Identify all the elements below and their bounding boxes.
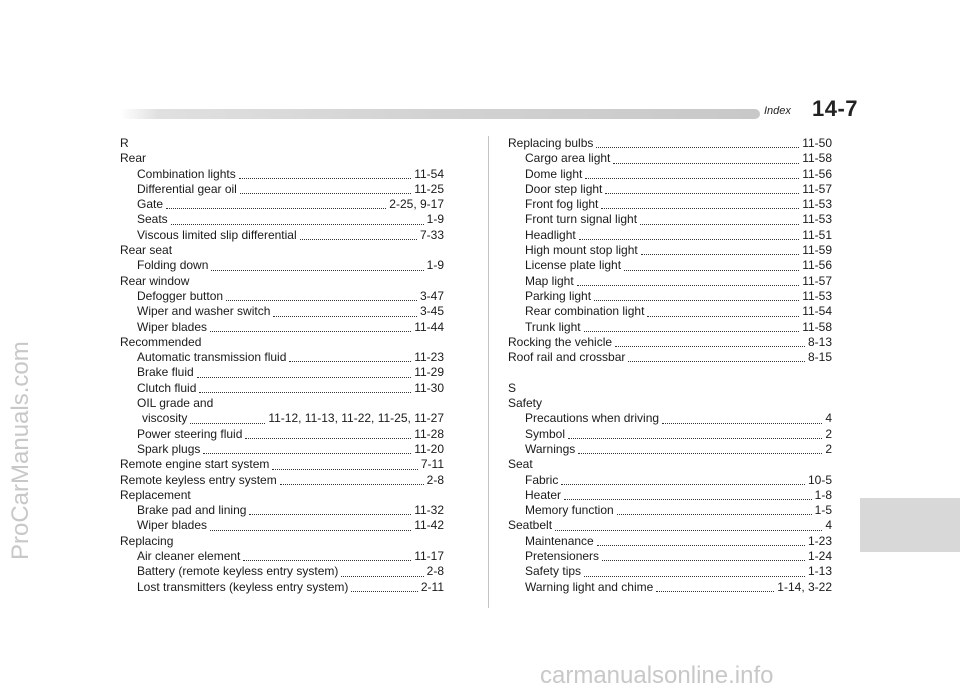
dot-leader: [272, 469, 417, 470]
index-entry-term: Seats: [137, 212, 168, 227]
index-entry-page-ref: 1-23: [807, 533, 832, 548]
index-entry: [508, 136, 832, 151]
index-entry-term: Power steering fluid: [137, 426, 243, 441]
index-entry: [508, 151, 832, 166]
dot-leader: [280, 484, 424, 485]
index-entry: [508, 304, 832, 319]
index-entry-page-ref: 2: [825, 441, 832, 456]
dot-leader: [602, 560, 805, 561]
dot-leader: [613, 163, 799, 164]
index-entry-term: Replacing bulbs: [508, 136, 594, 150]
index-entry-page-ref: 11-56: [802, 166, 832, 181]
index-entry: [120, 335, 444, 350]
index-entry: [120, 167, 444, 182]
index-entry-term: viscosity: [142, 411, 188, 426]
dot-leader: [579, 239, 799, 240]
index-entry: [120, 518, 444, 533]
index-entry-term: Combination lights: [137, 166, 236, 181]
index-entry-term: High mount stop light: [525, 243, 638, 258]
index-entry-term: Front turn signal light: [525, 212, 638, 227]
index-entry-page-ref: 3-47: [419, 288, 444, 303]
index-entry-page-ref: 11-25: [414, 181, 444, 196]
index-entry: [508, 549, 832, 564]
index-entry-page-ref: 11-42: [414, 518, 444, 533]
index-entry: [508, 228, 832, 243]
index-entry: [508, 503, 832, 518]
dot-leader: [300, 239, 417, 240]
dot-leader: [239, 178, 411, 179]
index-entry-page-ref: 2-8: [426, 564, 444, 579]
index-entry-page-ref: 2-25, 9-17: [389, 197, 444, 212]
index-entry-page-ref: 11-53: [802, 212, 832, 227]
dot-leader: [641, 254, 799, 255]
index-entry-page-ref: 11-51: [802, 227, 832, 242]
index-entry-term: Spark plugs: [137, 441, 201, 456]
index-entry: [508, 411, 832, 426]
dot-leader: [166, 208, 386, 209]
index-entry-page-ref: 10-5: [807, 472, 832, 487]
index-entry-page-ref: 8-13: [807, 334, 832, 349]
index-entry: [120, 549, 444, 564]
index-entry: [120, 427, 444, 442]
index-entry-page-ref: 11-28: [414, 426, 444, 441]
dot-leader: [341, 576, 423, 577]
index-entry-term: Rear: [120, 151, 147, 166]
index-entry-term: Safety: [508, 396, 543, 411]
header-section-title: Index: [764, 105, 791, 117]
index-entry-page-ref: 11-17: [414, 549, 444, 564]
index-entry-term: Rocking the vehicle: [508, 334, 613, 349]
index-entry-term: Rear seat: [120, 243, 173, 258]
index-entry: [508, 335, 832, 350]
index-entry: [120, 580, 444, 595]
index-entry: [120, 442, 444, 457]
index-entry-page-ref: 1-9: [426, 212, 444, 227]
index-entry: [508, 518, 832, 533]
index-entry-page-ref: 1-8: [814, 487, 832, 502]
index-entry-term: Door step light: [525, 181, 603, 196]
index-entry-page-ref: 11-57: [802, 273, 832, 288]
index-entry: [120, 457, 444, 472]
index-entry-term: Seat: [508, 457, 533, 472]
index-entry-page-ref: 1-13: [807, 564, 832, 579]
index-entry-term: Viscous limited slip differential: [137, 227, 297, 242]
index-entry: [508, 320, 832, 335]
dot-leader: [647, 316, 799, 317]
index-entry: [508, 457, 832, 472]
dot-leader: [584, 576, 805, 577]
index-entry-term: Lost transmitters (keyless entry system): [137, 579, 349, 594]
index-entry-term: Wiper blades: [137, 319, 208, 334]
index-entry-term: Precautions when driving: [525, 411, 660, 426]
dot-leader: [197, 377, 411, 378]
index-entry-term: Memory function: [525, 503, 614, 518]
index-entry-term: Automatic transmission fluid: [137, 350, 287, 365]
index-column-left: [120, 136, 444, 595]
dot-leader: [605, 193, 799, 194]
index-entry: [120, 228, 444, 243]
header-page-number: 14-7: [812, 96, 859, 121]
chapter-tab-marker: [860, 498, 960, 552]
dot-leader: [243, 560, 411, 561]
index-entry-page-ref: 11-53: [802, 288, 832, 303]
index-entry-page-ref: 1-24: [807, 549, 832, 564]
dot-leader: [601, 208, 799, 209]
dot-leader: [273, 316, 417, 317]
index-entry-term: Replacing: [120, 533, 174, 548]
index-entry: [120, 564, 444, 579]
index-entry-term: Dome light: [525, 166, 583, 181]
index-entry: [120, 274, 444, 289]
index-entry: [508, 182, 832, 197]
dot-leader: [594, 300, 799, 301]
index-entry-term: Fabric: [525, 472, 559, 487]
dot-leader: [577, 285, 799, 286]
index-entry: [120, 488, 444, 503]
index-entry: [120, 365, 444, 380]
index-entry: [120, 243, 444, 258]
index-entry-term: Warning light and chime: [525, 579, 654, 594]
index-entry: [508, 442, 832, 457]
index-entry: [120, 534, 444, 549]
column-divider: [488, 136, 489, 608]
dot-leader: [249, 514, 411, 515]
dot-leader: [656, 591, 774, 592]
index-entry-page-ref: 7-11: [420, 457, 444, 472]
index-entry: [508, 197, 832, 212]
index-entry-page-ref: 4: [825, 518, 832, 533]
index-entry-term: Brake pad and lining: [137, 503, 247, 518]
dot-leader: [624, 270, 799, 271]
index-entry-term: Seatbelt: [508, 518, 553, 533]
index-entry-page-ref: 1-9: [426, 258, 444, 273]
index-entry: [508, 212, 832, 227]
index-entry-term: Headlight: [525, 227, 576, 242]
dot-leader: [203, 453, 411, 454]
index-entry: [120, 350, 444, 365]
index-entry-page-ref: 11-50: [802, 136, 832, 150]
index-entry: [508, 488, 832, 503]
dot-leader: [210, 530, 411, 531]
index-entry: [120, 473, 444, 488]
index-entry-term: Front fog light: [525, 197, 599, 212]
dot-leader: [617, 514, 812, 515]
index-entry: [120, 197, 444, 212]
dot-leader: [190, 423, 265, 424]
index-entry-page-ref: 2: [825, 426, 832, 441]
index-entry-page-ref: 11-23: [414, 350, 444, 365]
index-entry-term: Heater: [525, 487, 562, 502]
index-entry: [120, 396, 444, 411]
index-entry: [120, 411, 444, 426]
index-entry: [508, 580, 832, 595]
index-entry-term: Parking light: [525, 288, 592, 303]
index-entry-page-ref: 11-57: [802, 181, 832, 196]
index-entry: [120, 289, 444, 304]
index-entry: [120, 151, 444, 166]
index-entry: [508, 274, 832, 289]
index-entry: [508, 396, 832, 411]
index-entry-term: Rear window: [120, 273, 190, 288]
index-entry: [120, 320, 444, 335]
index-entry-term: Wiper and washer switch: [137, 304, 271, 319]
index-entry-term: Brake fluid: [137, 365, 194, 380]
index-entry-term: Remote keyless entry system: [120, 472, 277, 487]
index-entry-page-ref: 11-58: [802, 319, 832, 334]
dot-leader: [211, 270, 423, 271]
index-entry-term: License plate light: [525, 258, 622, 273]
index-entry: [120, 258, 444, 273]
index-entry-page-ref: 11-59: [802, 243, 832, 258]
dot-leader: [662, 423, 822, 424]
index-entry-term: Wiper blades: [137, 518, 208, 533]
header-rule: [120, 109, 760, 119]
index-entry-page-ref: 1-14, 3-22: [777, 579, 832, 594]
index-entry: [508, 534, 832, 549]
index-entry: [120, 503, 444, 518]
index-entry-term: Defogger button: [137, 288, 224, 303]
dot-leader: [171, 224, 424, 225]
dot-leader: [578, 453, 822, 454]
dot-leader: [289, 361, 411, 362]
index-entry-page-ref: 11-12, 11-13, 11-22, 11-25, 11-27: [268, 411, 444, 426]
index-entry-term: Battery (remote keyless entry system): [137, 564, 339, 579]
index-entry-term: Symbol: [525, 426, 566, 441]
index-entry-page-ref: 11-54: [414, 166, 444, 181]
dot-leader: [584, 331, 800, 332]
dot-leader: [597, 545, 805, 546]
index-column-right: [508, 136, 832, 595]
index-entry-page-ref: 3-45: [419, 304, 444, 319]
index-entry-page-ref: 11-56: [802, 258, 832, 273]
dot-leader: [351, 591, 417, 592]
index-letter-heading: S: [508, 380, 517, 395]
side-watermark: ProCarManuals.com: [7, 341, 34, 560]
index-entry: [508, 258, 832, 273]
index-entry-term: Warnings: [525, 441, 576, 456]
index-entry: [120, 212, 444, 227]
index-entry-term: Rear combination light: [525, 304, 645, 319]
index-entry-term: Differential gear oil: [137, 181, 237, 196]
index-entry-page-ref: 8-15: [807, 350, 832, 365]
dot-leader: [555, 530, 822, 531]
index-entry-term: OIL grade and: [137, 396, 214, 411]
index-entry-term: Gate: [137, 197, 164, 212]
index-entry-page-ref: 11-20: [414, 441, 444, 456]
index-entry-page-ref: 11-53: [802, 197, 832, 212]
dot-leader: [615, 346, 805, 347]
dot-leader: [226, 300, 417, 301]
index-entry-page-ref: 7-33: [419, 227, 444, 242]
dot-leader: [199, 392, 411, 393]
index-entry: [120, 304, 444, 319]
dot-leader: [596, 147, 799, 148]
index-entry-page-ref: 11-30: [414, 380, 444, 395]
index-entry-term: Map light: [525, 273, 574, 288]
dot-leader: [585, 178, 799, 179]
index-entry-term: Maintenance: [525, 533, 594, 548]
index-entry-term: Folding down: [137, 258, 209, 273]
index-entry-term: Cargo area light: [525, 151, 611, 166]
dot-leader: [245, 438, 411, 439]
index-spacer: [508, 365, 832, 380]
index-letter-heading: R: [120, 136, 129, 150]
index-entry: [508, 473, 832, 488]
index-entry-page-ref: 4: [825, 411, 832, 426]
index-entry-term: Trunk light: [525, 319, 581, 334]
dot-leader: [240, 193, 411, 194]
index-entry-page-ref: 2-11: [420, 579, 444, 594]
dot-leader: [210, 331, 411, 332]
dot-leader: [568, 438, 822, 439]
index-entry-page-ref: 1-5: [814, 503, 832, 518]
index-entry: [120, 381, 444, 396]
bottom-watermark: carmanualsonline.info: [540, 662, 774, 689]
index-entry: [120, 182, 444, 197]
index-entry: [508, 350, 832, 365]
index-entry-term: Air cleaner element: [137, 549, 241, 564]
index-entry-page-ref: 11-29: [414, 365, 444, 380]
dot-leader: [564, 499, 812, 500]
index-entry-term: Recommended: [120, 334, 202, 349]
dot-leader: [640, 224, 799, 225]
index-entry-page-ref: 11-44: [414, 319, 444, 334]
index-entry: [508, 243, 832, 258]
index-entry-term: Pretensioners: [525, 549, 600, 564]
index-entry-term: Remote engine start system: [120, 457, 270, 472]
index-entry-page-ref: 2-8: [426, 472, 444, 487]
dot-leader: [561, 484, 805, 485]
index-entry-term: Clutch fluid: [137, 380, 197, 395]
index-entry-term: Safety tips: [525, 564, 582, 579]
index-entry: [508, 167, 832, 182]
index-entry: [508, 564, 832, 579]
index-entry: [508, 289, 832, 304]
index-entry-page-ref: 11-32: [414, 503, 444, 518]
index-entry-term: Replacement: [120, 487, 191, 502]
index-entry: [508, 427, 832, 442]
dot-leader: [628, 361, 805, 362]
index-entry-term: Roof rail and crossbar: [508, 350, 626, 365]
index-entry-page-ref: 11-58: [802, 151, 832, 166]
index-entry-page-ref: 11-54: [802, 304, 832, 319]
